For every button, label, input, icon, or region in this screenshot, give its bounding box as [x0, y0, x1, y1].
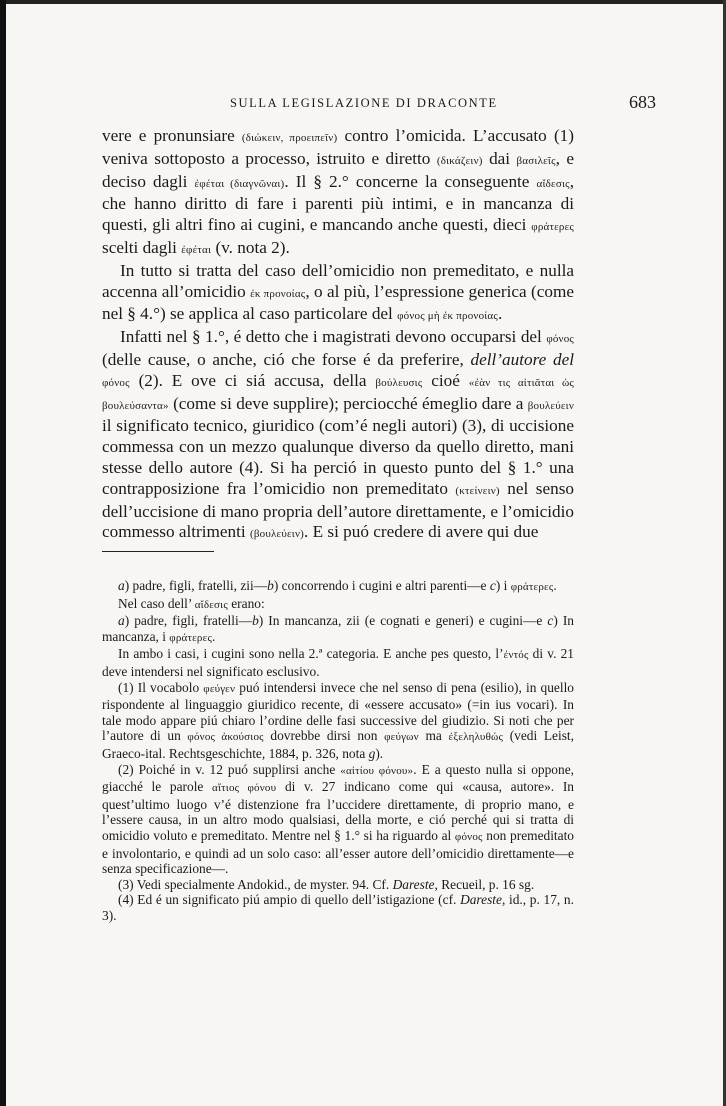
greek-term: (διώκειν, προειπεῖν): [241, 132, 338, 144]
footnote: [102, 892, 574, 923]
greek-term: φόνος: [546, 333, 574, 346]
italic-text: c: [547, 613, 554, 629]
text-run: In tutto si tratta del caso dell’omicidio non premeditato, e nulla accenna all’omicidio: [102, 260, 574, 301]
italic-text: Dareste: [392, 876, 435, 892]
text-run: dovrebbe dirsi non: [263, 728, 385, 744]
footnote: [102, 646, 574, 679]
italic-text: g: [368, 745, 376, 761]
scan-border-left: [0, 0, 6, 1106]
footnote: [102, 596, 574, 614]
greek-term: φράτερες: [169, 631, 213, 644]
text-run: Infatti nel § 1.°, é detto che i magistrati devono occuparsi del: [120, 327, 547, 347]
text-run: (3) Vedi specialmente Andokid., de myster. 94. Cf.: [118, 876, 393, 892]
italic-text: dell’autore del: [470, 349, 574, 369]
text-run: ) padre, figli, fratelli—: [124, 613, 253, 629]
main-text: [102, 126, 574, 545]
text-run: cioé: [422, 370, 469, 390]
italic-text: b: [252, 613, 259, 629]
footnote: [102, 762, 574, 877]
greek-term: φόνος: [454, 830, 483, 843]
italic-text: c: [489, 578, 496, 593]
greek-term: «αἰτίου φόνου»: [340, 764, 414, 777]
text-run: . E a questo nulla si oppone, giacché le parole: [102, 761, 574, 795]
text-run: (come si deve supplire); perciocché émeglio dare a: [168, 393, 528, 413]
footnote: [102, 680, 574, 762]
text-run: il significato tecnico, giuridico (com’é negli autori) (3), di uccisione commessa con un mezzo qualunque diverso da quello diretto, mani stesse dello autore (4). Si ha perció in questo punto del § 1.° una contrapposizione fra l’omicidio non premeditato: [102, 416, 574, 498]
greek-term: φόνος: [102, 376, 130, 389]
footnote: [102, 613, 574, 646]
greek-term: ἐξεληλυθώς: [448, 731, 504, 744]
greek-term: βουλεύειν: [527, 399, 574, 412]
text-run: , che hanno diritto di fare i parenti più intimi, e in mancanza di questi, gli altri fino ai cugini, e mancando anche questi, dieci: [102, 171, 574, 235]
text-run: (1) Il vocabolo: [118, 679, 204, 695]
greek-term: φόνος μὴ ἐκ προνοίας: [397, 310, 498, 323]
running-head: [96, 92, 656, 116]
greek-term: φόνος ἀκούσιος: [187, 731, 264, 744]
italic-text: b: [267, 578, 274, 593]
italic-text: a: [118, 578, 125, 593]
italic-text: a: [118, 613, 125, 629]
text-run: (4) Ed é un significato piú ampio di quello dell’istigazione (cf.: [118, 892, 461, 908]
body-paragraph: [102, 261, 574, 327]
greek-term: φράτερες: [531, 221, 574, 234]
greek-term: φεύγων: [384, 731, 419, 744]
greek-term: αἴδεσις: [536, 177, 570, 190]
text-run: ma: [418, 728, 449, 744]
text-run: scelti dagli: [102, 237, 182, 257]
greek-term: αἴδεσις: [194, 598, 228, 611]
text-run: , Recueil, p. 16 sg.: [434, 876, 535, 892]
text-run: .: [553, 578, 557, 593]
greek-term: βούλευσις: [375, 376, 423, 389]
text-run: non premeditato e involontario, e quindi ad un solo caso: all’esser autore dell’omicidio direttamente—e senza specificazione—.: [102, 827, 575, 877]
greek-term: (κτείνειν): [455, 484, 500, 497]
running-title: SULLA LEGISLAZIONE DI DRACONTE: [230, 96, 498, 110]
text-run: (v. nota 2).: [211, 237, 290, 257]
text-run: ).: [375, 745, 384, 761]
greek-term: φεύγεν: [203, 682, 236, 695]
italic-text: Dareste: [460, 892, 502, 908]
text-run: (delle cause, o anche, ció che forse é da preferire,: [102, 349, 471, 369]
text-run: ) padre, figli, fratelli, zii—: [124, 578, 268, 593]
text-run: (2). E ove ci siá accusa, della: [129, 370, 376, 390]
text-run: ) concorrendo i cugini e altri parenti—e: [273, 578, 490, 593]
greek-term: βασιλεῖς: [516, 154, 556, 167]
text-run: erano:: [227, 595, 265, 611]
greek-term: ἐφέται: [181, 243, 212, 256]
text-run: (2) Poiché in v. 12 puó supplirsi anche: [118, 761, 341, 777]
text-run: di v. 27 indicano come qui «causa, autore». In quest’ultimo luogo v’é distenzione fra l’uccidere direttamente, di proprio mano, e l’essere causa, in un altro modo qualsiasi, della morte, e ció perché qui si tratta di omicidio voluto e premeditato. Mentre nel § 1.° si ha riguardo al: [102, 779, 574, 843]
text-run: , e deciso dagli: [102, 148, 575, 191]
body-paragraph: [102, 126, 574, 261]
text-run: . E si puó credere di avere qui due: [304, 522, 539, 542]
greek-term: ἐντός: [503, 649, 529, 662]
text-run: In ambo i casi, i cugini sono nella 2.ª categoria. E anche pes questo, l’: [118, 646, 504, 662]
body-paragraph: [102, 327, 574, 545]
text-run: ) i: [495, 578, 511, 593]
footnote: [102, 877, 574, 893]
text-run: Nel caso dell’: [118, 595, 195, 611]
text-run: puó intendersi invece che nel senso di pena (esilio), in quello rispondente al linguaggio giuridico recente, di «essere accusato» (=in ius vocari). In tale modo appare piú chiaro l’ordine delle fasi successive del giudizio. Si noti che per l’autore di un: [102, 679, 574, 744]
text-run: dai: [482, 148, 517, 168]
text-run: , id., p. 17, n. 3).: [102, 892, 574, 923]
text-run: (vedi Leist, Graeco-ital. Rechtsgeschichte, 1884, p. 326, nota: [102, 728, 574, 761]
text-run: contro l’omicida. L’accusato (1) veniva sottoposto a processo, istruito e diretto: [102, 126, 574, 168]
greek-term: (βουλεύειν): [249, 528, 305, 541]
text-run: . Il § 2.° concerne la conseguente: [284, 171, 537, 191]
text-run: , o al più, l’espressione generica (come nel § 4.°) se applica al caso particolare del: [102, 281, 574, 324]
text-run: nel senso dell’uccisione di mano propria dell’autore direttamente, e l’omicidio commesso altrimenti: [102, 478, 574, 542]
greek-term: ἐκ προνοίας: [250, 287, 306, 300]
text-run: ) In mancanza, i: [102, 613, 575, 644]
footnote: [102, 578, 574, 596]
text-run: .: [497, 304, 503, 324]
greek-term: αἴτιος φόνου: [212, 782, 277, 795]
greek-term: φράτερες: [510, 581, 554, 593]
text-run: ) In mancanza, zii (e cognati e generi) e cugini—e: [258, 613, 548, 629]
footnotes: [102, 578, 574, 923]
text-run: .: [212, 628, 216, 644]
text-run: vere e pronunsiare: [102, 126, 242, 145]
scan-border-top: [0, 0, 726, 4]
greek-term: «ἐὰν τις αἰτιᾶται ὡς βουλεύσαντα»: [102, 376, 574, 412]
text-run: di v. 21 deve intendersi nel significato esclusivo.: [102, 646, 574, 679]
footnote-separator-rule: [102, 551, 214, 552]
page-number: 683: [629, 92, 656, 112]
greek-term: (δικάζειν): [436, 154, 483, 167]
greek-term: ἐφέται (διαγνῶναι): [194, 177, 285, 190]
